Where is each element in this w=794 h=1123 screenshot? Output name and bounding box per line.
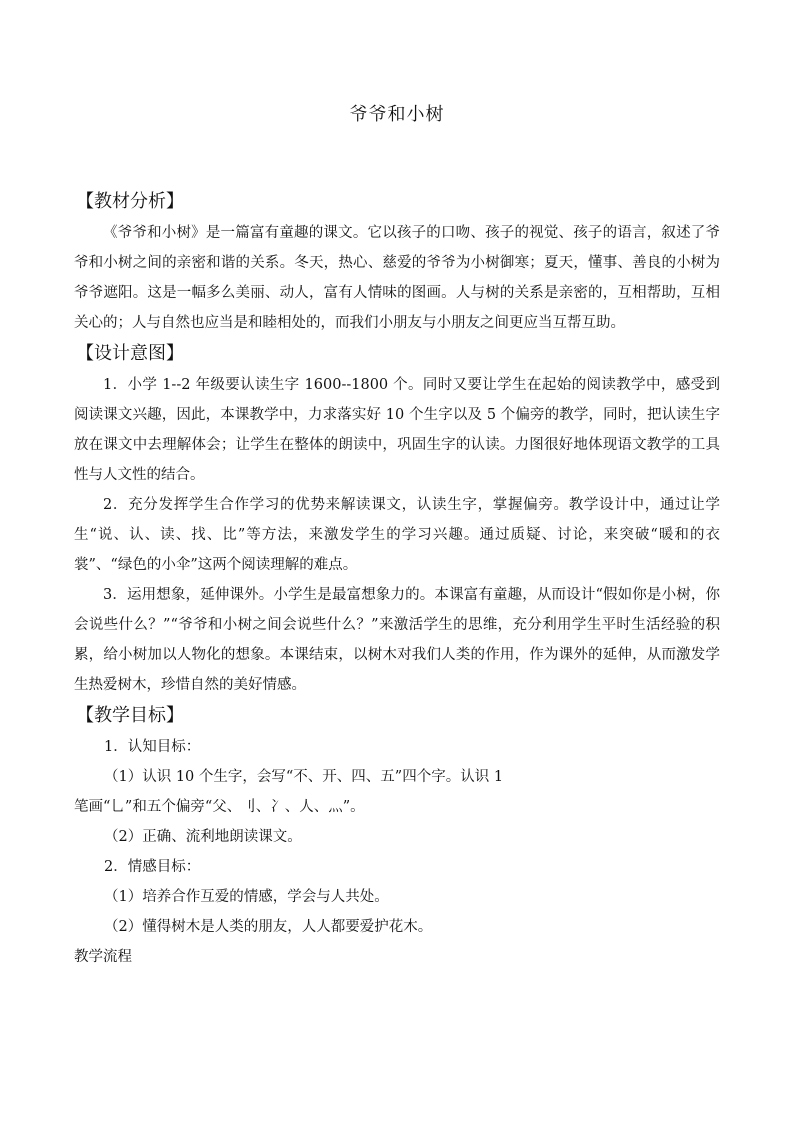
section-heading-analysis: 【教材分析】	[76, 191, 184, 212]
design-paragraph-1: 1．小学 1--2 年级要认读生字 1600--1800 个。同时又要让学生在起始的阅读教学中，感受到阅读课文兴趣，因此，本课教学中，力求落实好 10 个生字以及 5 个偏旁的教学，同时，把认读生字放在课文中去理解体会；让学生在整体的朗读中，巩固生字的认读。力图很好地体现语文教学的工具性与人文性的结合。	[74, 377, 720, 483]
goal-emotional-1: （1）培养合作互爱的情感，学会与人共处。	[104, 889, 389, 905]
goal-emotional-2: （2）懂得树木是人类的朋友，人人都要爱护花木。	[104, 919, 433, 935]
section-heading-design: 【设计意图】	[76, 343, 184, 364]
document-title: 爷爷和小树	[349, 104, 445, 125]
design-paragraph-2: 2．充分发挥学生合作学习的优势来解读课文，认读生字，掌握偏旁。教学设计中，通过让学生“说、认、读、找、比”等方法，来激发学生的学习兴趣。通过质疑、讨论，来突破“暖和的衣裳”、“绿色的小伞”这两个阅读理解的难点。	[74, 497, 720, 573]
goal-emotional: 2．情感目标：	[104, 859, 201, 875]
document-body	[74, 186, 720, 972]
goal-cognitive-1: （1）认识 10 个生字，会写“不、开、四、五”四个字。认识 1	[104, 769, 504, 785]
goal-cognitive-2: （2）正确、流利地朗读课文。	[104, 829, 302, 845]
design-paragraph-3: 3．运用想象，延伸课外。小学生是最富想象力的。本课富有童趣，从而设计“假如你是小树，你会说些什么？”“爷爷和小树之间会说些什么？”来激活学生的思维，充分利用学生平时生活经验的积累，给小树加以人物化的想象。本课结束，以树木对我们人类的作用，作为课外的延伸，从而激发学生热爱树木，珍惜自然的美好情感。	[74, 587, 720, 693]
section-heading-goals: 【教学目标】	[76, 705, 184, 726]
goal-cognitive-1-continued: 笔画“乚”和五个偏旁“父、刂、冫、人、灬”。	[74, 799, 365, 815]
analysis-paragraph: 《爷爷和小树》是一篇富有童趣的课文。它以孩子的口吻、孩子的视觉、孩子的语言，叙述了爷爷和小树之间的亲密和谐的关系。冬天，热心、慈爱的爷爷为小树御寒；夏天，懂事、善良的小树为爷爷遮阳。这是一幅多么美丽、动人，富有人情味的图画。人与树的关系是亲密的，互相帮助，互相关心的；人与自然也应当是和睦相处的，而我们小朋友与小朋友之间更应当互帮互助。	[74, 225, 720, 331]
teaching-flow-label: 教学流程	[74, 949, 132, 965]
goal-cognitive: 1．认知目标：	[104, 739, 201, 755]
